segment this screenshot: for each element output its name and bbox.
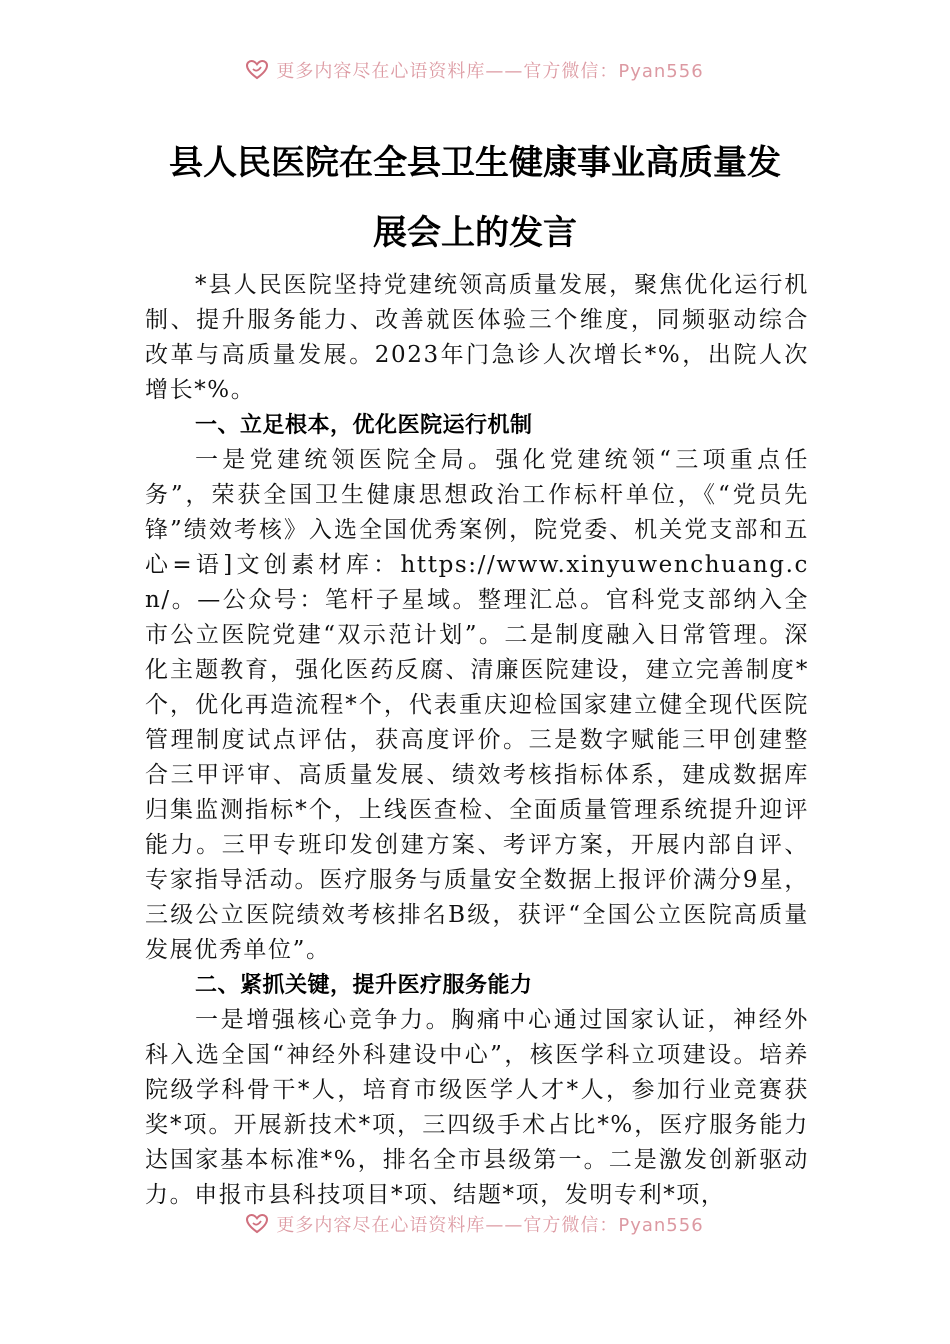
section-1-paragraph: 一是党建统领医院全局。强化党建统领“三项重点任务”，荣获全国卫生健康思想政治工作标杆单位，《“党员先锋”绩效考核》入选全国优秀案例，院党委、机关党支部和五心=语]文创素材库：https://www.xinyuwenchuang.cn/。—公众号：笔杆子星域。整理汇总。官科党支部纳入全市公立医院党建“双示范计划”。二是制度融入日常管理。深化主题教育，强化医药反腐、清廉医院建设，建立完善制度*个，优化再造流程*个，代表重庆迎检国家建立健全现代医院管理制度试点评估，获高度评价。三是数字赋能三甲创建整合三甲评审、高质量发展、绩效考核指标体系，建成数据库归集监测指标*个，上线医查检、全面质量管理系统提升迎评能力。三甲专班印发创建方案、考评方案，开展内部自评、专家指导活动。医疗服务与质量安全数据上报评价满分9星，三级公立医院绩效考核排名B级，获评“全国公立医院高质量发展优秀单位”。 <box>145 447 809 963</box>
document-body <box>145 268 809 1213</box>
page-title-line-2: 展会上的发言 <box>373 213 577 253</box>
section-heading-2: 二、紧抓关键，提升医疗服务能力 <box>195 973 533 998</box>
watermark-text: 更多内容尽在心语资料库——官方微信：Pyan556 <box>276 61 704 82</box>
heart-logo-icon <box>246 1214 268 1234</box>
watermark-text: 更多内容尽在心语资料库——官方微信：Pyan556 <box>276 1215 704 1236</box>
section-heading-1: 一、立足根本，优化医院运行机制 <box>195 413 533 438</box>
watermark-footer <box>0 1212 950 1236</box>
heart-logo-icon <box>246 60 268 80</box>
section-2-paragraph: 一是增强核心竞争力。胸痛中心通过国家认证，神经外科入选全国“神经外科建设中心”，核医学科立项建设。培养院级学科骨干*人，培育市级医学人才*人，参加行业竞赛获奖*项。开展新技术*项，三四级手术占比*%，医疗服务能力达国家基本标准*%，排名全市县级第一。二是激发创新驱动力。申报市县科技项目*项、结题*项，发明专利*项， <box>145 1007 809 1208</box>
page-title-line-1: 县人民医院在全县卫生健康事业高质量发 <box>169 143 781 183</box>
watermark-header <box>0 58 950 82</box>
intro-paragraph: *县人民医院坚持党建统领高质量发展，聚焦优化运行机制、提升服务能力、改善就医体验三个维度，同频驱动综合改革与高质量发展。2023年门急诊人次增长*%，出院人次增长*%。 <box>145 272 809 403</box>
